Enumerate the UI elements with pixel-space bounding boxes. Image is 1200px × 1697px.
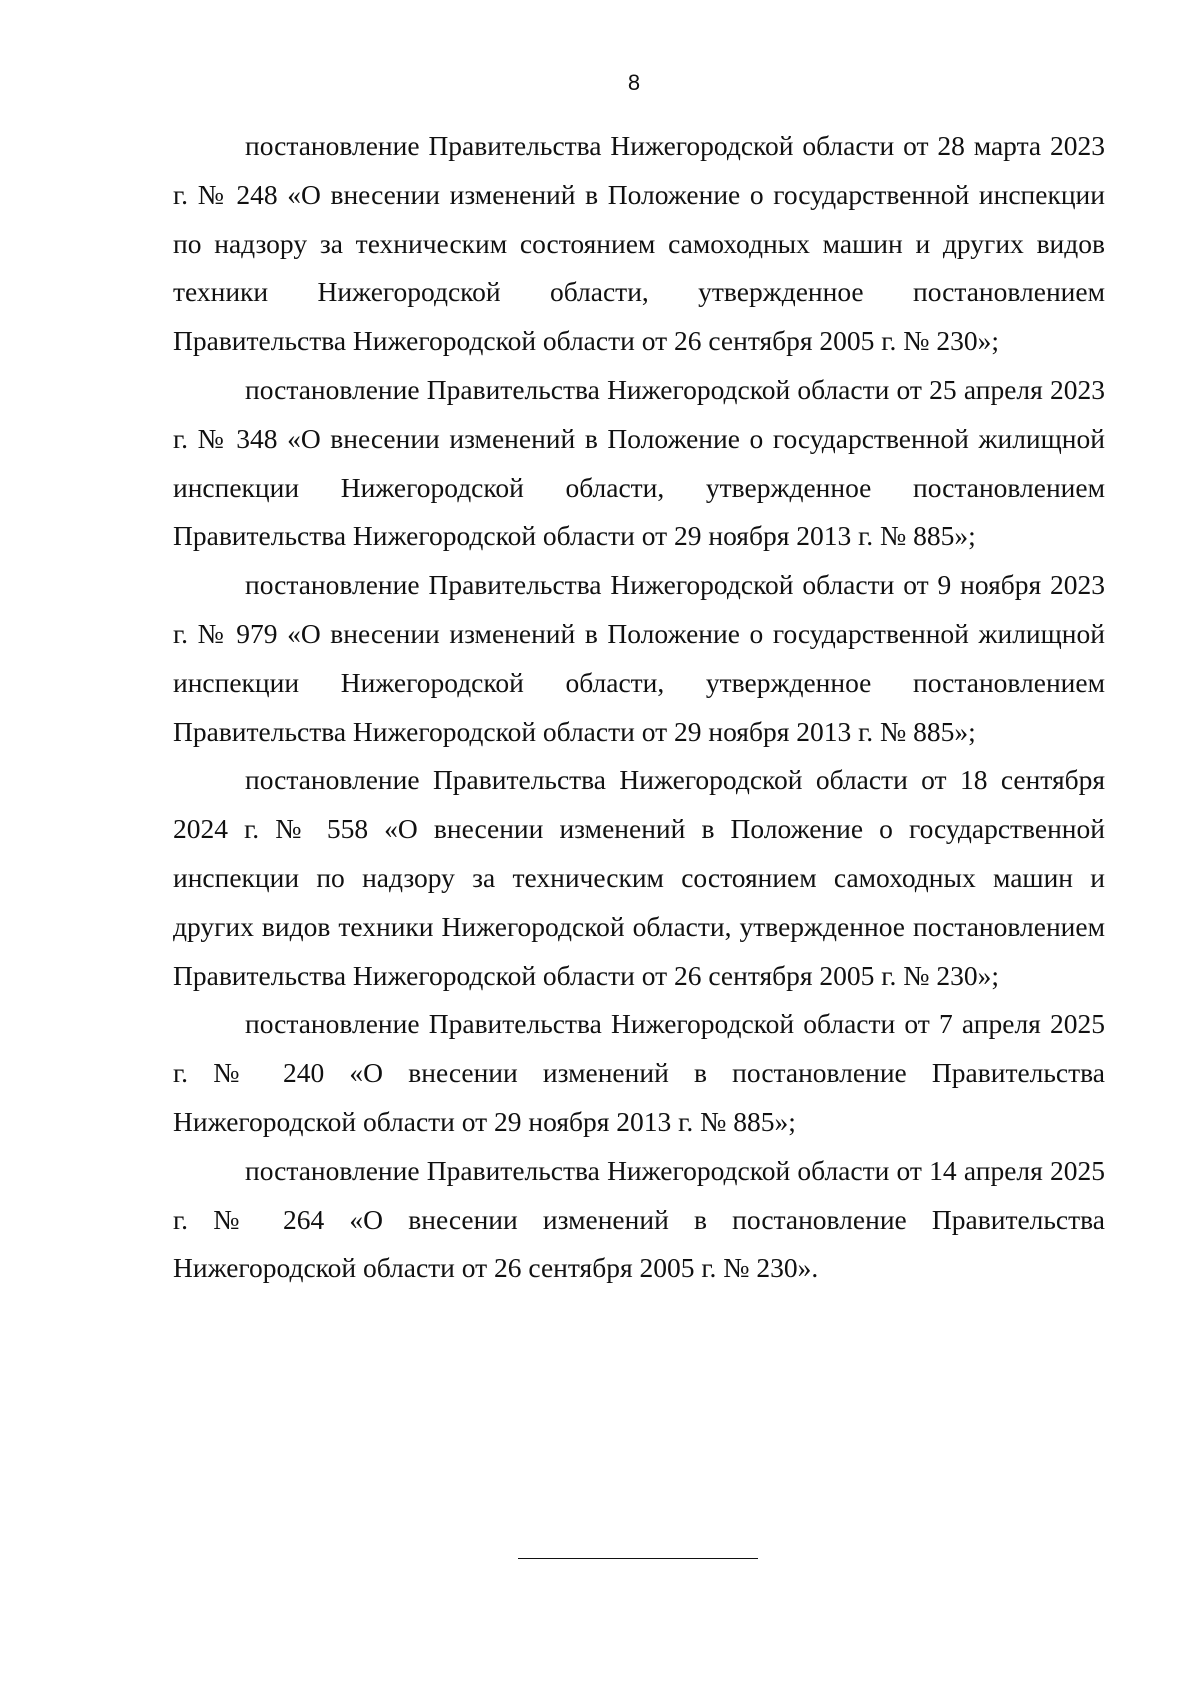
paragraph-resolution-248: постановление Правительства Нижегородской области от 28 марта 2023 г. № 248 «О внесении изменений в Положение о государственной инспекции по надзору за техническим состоянием самоходных машин и других видов техники Нижегородской области, утвержденное постановлением Правительства Нижегородской области от 26 сентября 2005 г. № 230»; bbox=[173, 130, 1105, 357]
paragraph-resolution-979: постановление Правительства Нижегородской области от 9 ноября 2023 г. № 979 «О внесении изменений в Положение о государственной жилищной инспекции Нижегородской области, утвержденное постановлением Правительства Нижегородской области от 29 ноября 2013 г. № 885»; bbox=[173, 569, 1105, 747]
paragraph-resolution-558: постановление Правительства Нижегородской области от 18 сентября 2024 г. № 558 «О внесении изменений в Положение о государственной инспекции по надзору за техническим состоянием самоходных машин и других видов техники Нижегородской области, утвержденное постановлением Правительства Нижегородской области от 26 сентября 2005 г. № 230»; bbox=[173, 764, 1105, 991]
page-number: 8 bbox=[627, 70, 641, 95]
paragraph-resolution-264: постановление Правительства Нижегородской области от 14 апреля 2025 г. № 264 «О внесении изменений в постановление Правительства Нижегородской области от 26 сентября 2005 г. № 230». bbox=[173, 1154, 1105, 1284]
document-body bbox=[173, 122, 1105, 1293]
paragraph-resolution-348: постановление Правительства Нижегородской области от 25 апреля 2023 г. № 348 «О внесении изменений в Положение о государственной жилищной инспекции Нижегородской области, утвержденное постановлением Правительства Нижегородской области от 29 ноября 2013 г. № 885»; bbox=[173, 373, 1105, 552]
paragraph-resolution-240: постановление Правительства Нижегородской области от 7 апреля 2025 г. № 240 «О внесении изменений в постановление Правительства Нижегородской области от 29 ноября 2013 г. № 885»; bbox=[173, 1008, 1105, 1137]
end-separator-line bbox=[518, 1558, 758, 1559]
